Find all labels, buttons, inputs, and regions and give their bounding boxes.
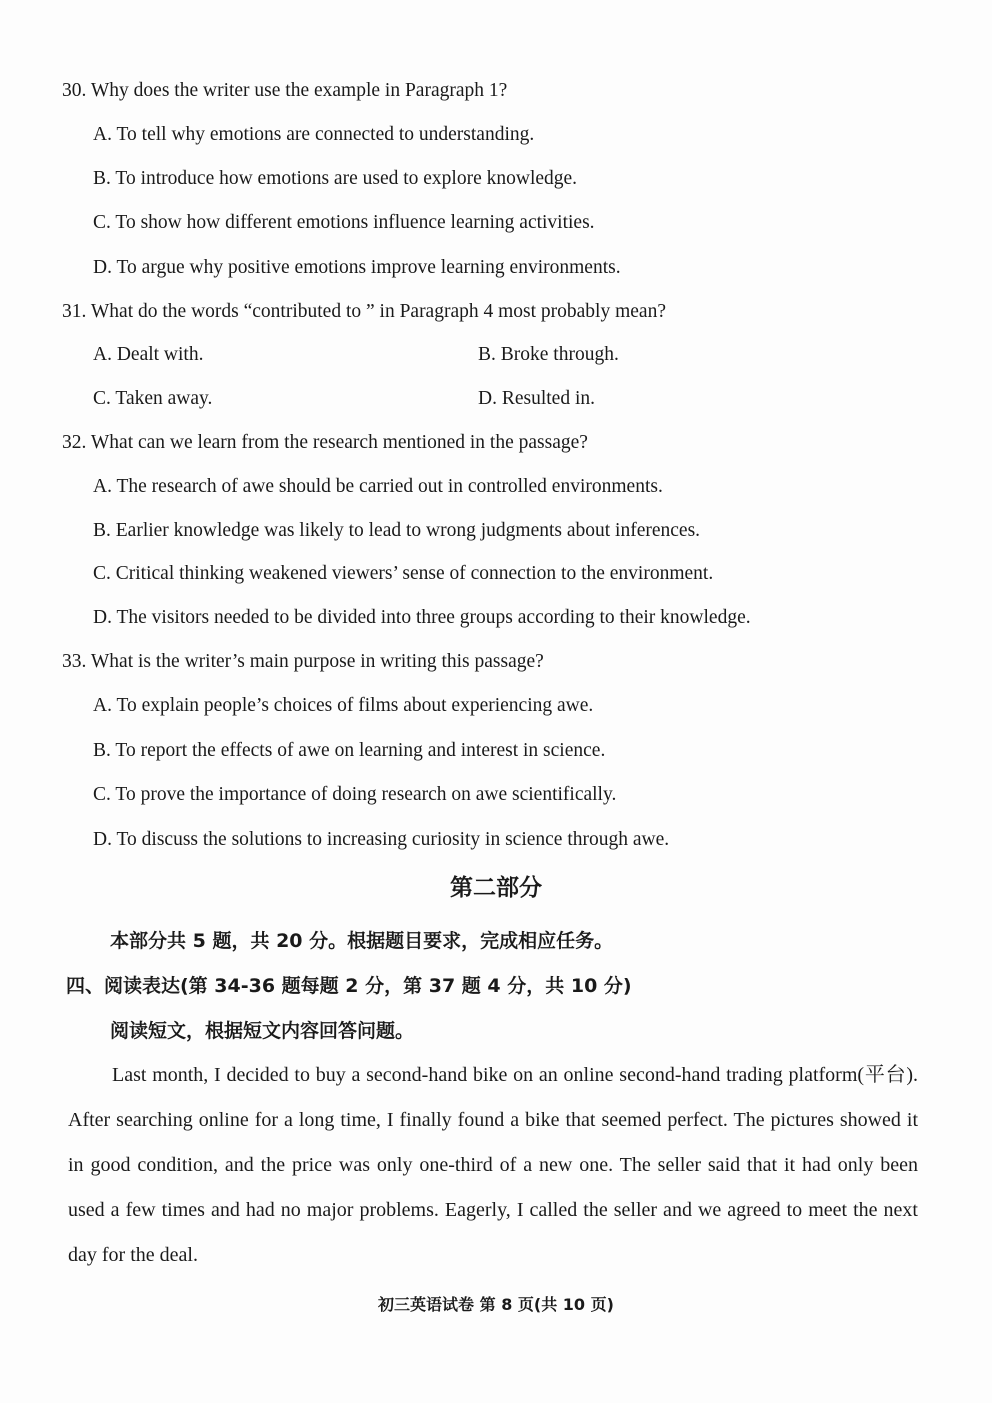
question-30-option-c: C. To show how different emotions influence learning activities. <box>93 212 595 233</box>
section-four-heading: 四、阅读表达(第 34-36 题每题 2 分，第 37 题 4 分，共 10 分) <box>66 975 632 997</box>
question-31-option-a: A. Dealt with. <box>93 344 204 365</box>
question-32-option-c: C. Critical thinking weakened viewers’ sense of connection to the environment. <box>93 563 714 584</box>
question-33-option-d: D. To discuss the solutions to increasing curiosity in science through awe. <box>93 829 670 850</box>
question-30-option-d: D. To argue why positive emotions improve learning environments. <box>93 257 621 278</box>
question-33-option-a: A. To explain people’s choices of films about experiencing awe. <box>93 695 594 716</box>
question-31-option-b: B. Broke through. <box>478 344 619 365</box>
reading-passage: Last month, I decided to buy a second-hand bike on an online second-hand trading platform(平台). After searching online for a long time, I finally found a bike that seemed perfect. The pictures showed it in good condition, and the price was only one-third of a new one. The seller said that it had only been used a few times and had no major problems. Eagerly, I called the seller and we agreed to meet the next day for the deal. <box>68 1064 918 1266</box>
question-30-stem: 30. Why does the writer use the example in Paragraph 1? <box>62 80 508 101</box>
page-footer: 初三英语试卷 第 8 页(共 10 页) <box>378 1295 614 1314</box>
question-31-stem: 31. What do the words “contributed to ” in Paragraph 4 most probably mean? <box>62 301 666 322</box>
question-33-option-b: B. To report the effects of awe on learning and interest in science. <box>93 740 606 761</box>
question-30-option-a: A. To tell why emotions are connected to understanding. <box>93 124 535 145</box>
part-two-title: 第二部分 <box>450 875 542 901</box>
question-31-option-d: D. Resulted in. <box>478 388 595 409</box>
question-32-option-a: A. The research of awe should be carried out in controlled environments. <box>93 476 663 497</box>
question-33-option-c: C. To prove the importance of doing research on awe scientifically. <box>93 784 617 805</box>
question-32-option-b: B. Earlier knowledge was likely to lead to wrong judgments about inferences. <box>93 520 701 541</box>
part-two-intro: 本部分共 5 题，共 20 分。根据题目要求，完成相应任务。 <box>110 930 614 952</box>
reading-instruction: 阅读短文，根据短文内容回答问题。 <box>110 1020 415 1042</box>
question-31-option-c: C. Taken away. <box>93 388 213 409</box>
question-30-option-b: B. To introduce how emotions are used to explore knowledge. <box>93 168 578 189</box>
question-32-stem: 32. What can we learn from the research mentioned in the passage? <box>62 432 588 453</box>
question-33-stem: 33. What is the writer’s main purpose in writing this passage? <box>62 651 544 672</box>
question-32-option-d: D. The visitors needed to be divided into three groups according to their knowledge. <box>93 607 751 628</box>
